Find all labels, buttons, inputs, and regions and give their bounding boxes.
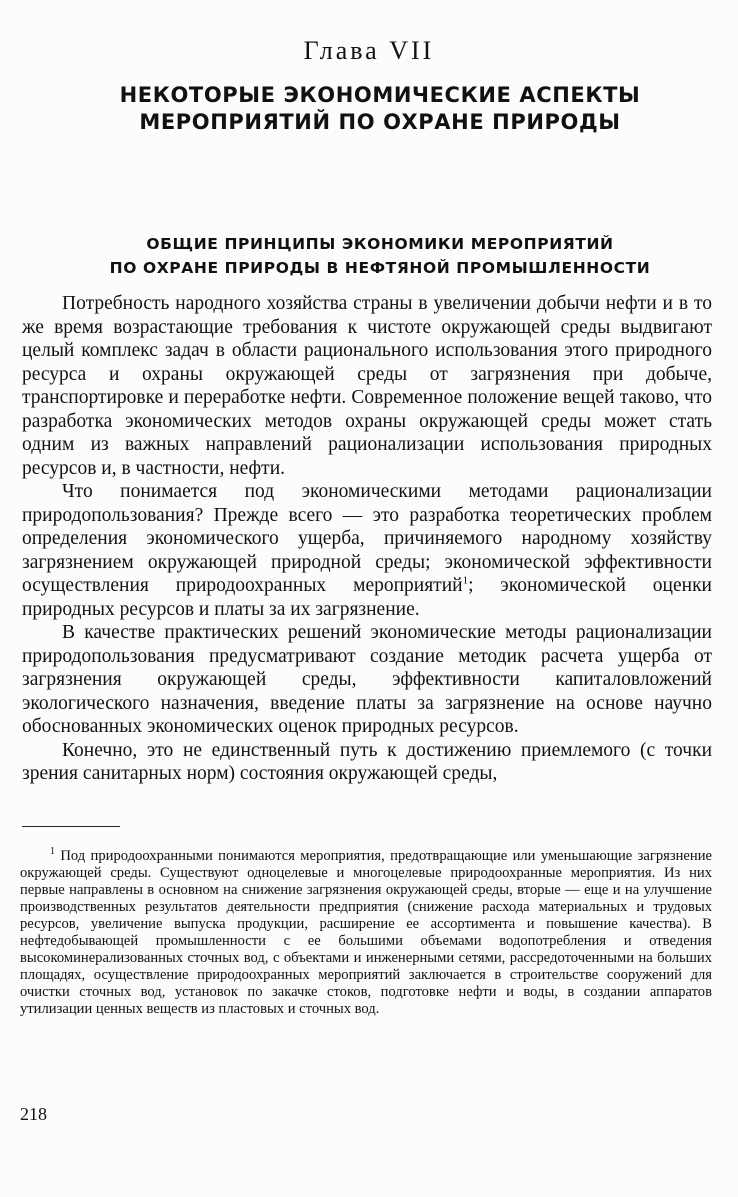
- paragraph-3: В качестве практических решений экономические методы рационализации природопользования предусматривают создание методик расчета ущерба от загрязнения окружающей среды, эффективности капиталовложений экологического назначения, введение платы за загрязнение на основе научно обоснованных экономических оценок природных ресурсов.: [22, 622, 712, 737]
- page-number: 218: [20, 1104, 47, 1124]
- paragraph-1: Потребность народного хозяйства страны в увеличении добычи нефти и в то же время возрастающие требования к чистоте окружающей среды выдвигают целый комплекс задач в области рационального использования этого природного ресурса и охраны окружающей среды от загрязнения при добыче, транспортировке и переработке нефти. Современное положение вещей таково, что разработка экономических методов охраны окружающей среды может стать одним из важных направлений рационализации использования природных ресурсов и, в частности, нефти.: [22, 293, 712, 479]
- body-text: [22, 292, 712, 786]
- footnote-paragraph: [20, 848, 712, 1018]
- paragraph-2-text-a: Что понимается под экономическими методами рационализации природопользования? Прежде всего — это разработка теоретических проблем определения экономического ущерба, причиняемого народному хозяйству загрязнением окружающей природной среды; экономической эффективности осуществления природоохранных мероприятий: [22, 481, 712, 596]
- footnote-reference: 1: [462, 574, 469, 587]
- paragraph-2: [22, 480, 712, 621]
- chapter-title: [60, 82, 700, 136]
- section-title-line-1: ОБЩИЕ ПРИНЦИПЫ ЭКОНОМИКИ МЕРОПРИЯТИЙ: [146, 235, 614, 253]
- footnote: [20, 848, 712, 1018]
- chapter-label: Глава VII: [303, 36, 435, 65]
- footnote-mark: 1: [50, 846, 55, 858]
- footnote-text: Под природоохранными понимаются мероприятия, предотвращающие или уменьшающие загрязнение окружающей среды. Существуют одноцелевые и многоцелевые природоохранные мероприятия. Из них первые направлены в основном на снижение загрязнения окружающей среды, вторые — еще и на улучшение производственных результатов деятельности предприятия (снижение расхода материальных и трудовых ресурсов, увеличение выпуска продукции, расширение ее ассортимента и повышение качества). В нефтедобывающей промышленности с ее большими объемами водопотребления и отведения высокоминерализованных сточных вод, с объектами и инженерными сетями, рассредоточенными на больших площадях, осуществление природоохранных мероприятий заключается в строительстве сооружений для очистки сточных вод, установок по закачке стоков, подготовке нефти и воды, в создании аппаратов утилизации ценных веществ из пластовых и сточных вод.: [20, 848, 712, 1017]
- section-title: [40, 232, 720, 280]
- footnote-divider: [22, 826, 120, 827]
- chapter-title-line-2: МЕРОПРИЯТИЙ ПО ОХРАНЕ ПРИРОДЫ: [139, 110, 621, 134]
- section-title-line-2: ПО ОХРАНЕ ПРИРОДЫ В НЕФТЯНОЙ ПРОМЫШЛЕННОСТИ: [109, 259, 651, 277]
- paragraph-4: Конечно, это не единственный путь к достижению приемлемого (с точки зрения санитарных норм) состояния окружающей среды,: [22, 739, 712, 784]
- paragraph-2-text-b: ; экономической оценки природных ресурсов и платы за их загрязнение.: [22, 575, 712, 620]
- chapter-title-line-1: НЕКОТОРЫЕ ЭКОНОМИЧЕСКИЕ АСПЕКТЫ: [119, 83, 641, 107]
